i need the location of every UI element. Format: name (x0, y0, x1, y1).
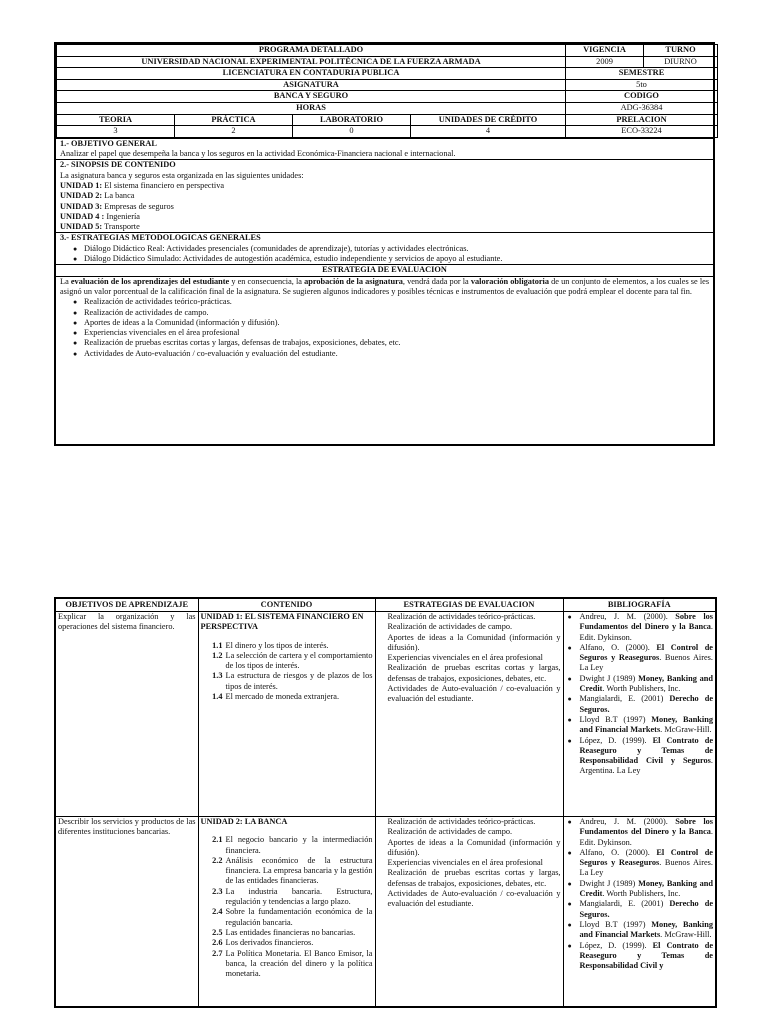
topic-number: 1.2 (212, 650, 223, 660)
list-item: Actividades de Auto-evaluación / co-evaluación y evaluación del estudiante. (387, 889, 561, 909)
synopsis-intro: La asignatura banca y seguros esta organizada en las siguientes unidades: (60, 170, 304, 180)
bold-run: El Contrato de Reaseguro y Temas de Responsabilidad Civil y (579, 940, 714, 971)
list-item: Experiencias vivenciales en el área profesional (387, 858, 543, 868)
list-item: ● Aportes de ideas a la Comunidad (información y difusión). (73, 318, 709, 328)
unit-title: UNIDAD 1: EL SISTEMA FINANCIERO EN PERSPECTIVA (200, 612, 364, 632)
text-run: Mangialardi, E. (2001) (579, 899, 670, 909)
methodology-section (56, 232, 713, 264)
table-header-row (55, 598, 716, 612)
bibliography-item (566, 920, 714, 941)
column-header: ESTRATEGIAS DE EVALUACION (375, 598, 563, 612)
list-item: Realización de actividades de campo. (387, 622, 513, 632)
program-details-box (54, 42, 715, 446)
bibliography-item (566, 674, 714, 695)
unit-label: UNIDAD 4 : (60, 211, 105, 221)
bold-run: El Control de Seguros y Reaseguros (579, 847, 713, 868)
topic-text: La selección de cartera y el comportamiento de los tipos de interés. (225, 650, 373, 671)
text-run: . Edit. Dykinson. (579, 622, 713, 642)
bibliography-item (566, 879, 714, 900)
bibliography-item (566, 736, 714, 777)
text-run: . McGraw-Hill. (660, 930, 712, 940)
topic-text: El negocio bancario y la intermediación financiera. (225, 835, 373, 855)
unit-label: UNIDAD 2: (60, 191, 103, 201)
topic-number: 2.5 (212, 927, 223, 937)
evaluation-title: ESTRATEGIA DE EVALUACION (56, 265, 713, 276)
list-item: ● Actividades de Auto-evaluación / co-evaluación y evaluación del estudiante. (73, 349, 709, 359)
bibliography-cell (563, 817, 716, 1007)
bibliography-item (566, 848, 714, 879)
list-item: Experiencias vivenciales en el área profesional (387, 653, 543, 663)
prelacion-label: PRELACION (566, 114, 718, 126)
horas-label: HORAS (57, 102, 566, 114)
topic-text: Las entidades financieras no bancarias. (225, 927, 356, 937)
evaluation-cell (375, 817, 563, 1007)
text-run: Lloyd B.T (1997) (579, 919, 652, 929)
topic-number: 2.1 (212, 835, 223, 845)
text-run: La (60, 276, 71, 286)
unit-label: UNIDAD 3: (60, 201, 103, 211)
bibliography-list (566, 612, 714, 777)
bold-run: Money, Banking and Financial Markets (579, 919, 713, 940)
bibliography-item (566, 941, 714, 972)
bibliography-cell (563, 612, 716, 817)
bold-run: Money, Banking and Credit (579, 878, 714, 899)
topic-text: El mercado de moneda extranjera. (225, 692, 340, 702)
topic-number: 1.3 (212, 671, 223, 681)
list-item: ● Diálogo Didáctico Real: Actividades presenciales (comunidades de aprendizaje), tutorías y actividades electrónicas. (73, 244, 709, 254)
topic-item (205, 938, 373, 948)
text-run: Mangialardi, E. (2001) (579, 694, 670, 704)
objective-cell: Describir los servicios y productos de las diferentes instituciones bancarias. (55, 817, 198, 1007)
credit-units-label: UNIDADES DE CRÉDITO (411, 114, 566, 126)
turno-label: TURNO (644, 45, 718, 57)
evaluation-cell (375, 612, 563, 817)
unit-text: Transporte (102, 222, 140, 232)
text-run: Alfano, O. (2000). (579, 847, 657, 857)
text-run: y en consecuencia, la (229, 276, 305, 286)
topic-number: 1.1 (212, 640, 223, 650)
bibliography-item (566, 643, 714, 674)
unit-text: La banca (102, 191, 135, 201)
text-run: . Worth Publishers, Inc. (602, 684, 681, 694)
general-objective-text: Analizar el papel que desempeña la banca y los seguros en la actividad Económica-Financiera nacional e internacional. (60, 149, 456, 159)
topic-item (205, 907, 373, 928)
text-run: Andreu, J. M. (2000). (579, 817, 676, 826)
topic-text: Los derivados financieros. (225, 938, 314, 948)
text-run: Dwight J (1989) (579, 673, 639, 683)
semestre-value: 5to (566, 79, 718, 91)
degree-name: LICENCIATURA EN CONTADURIA PUBLICA (57, 68, 566, 80)
laboratorio-label: LABORATORIO (293, 114, 411, 126)
list-item: Aportes de ideas a la Comunidad (información y difusión). (387, 632, 561, 652)
topic-number: 2.3 (212, 886, 223, 896)
university-name: UNIVERSIDAD NACIONAL EXPERIMENTAL POLITÉCNICA DE LA FUERZA ARMADA (57, 56, 566, 68)
bold-run: valoración obligatoria (470, 276, 550, 286)
text-run: Lloyd B.T (1997) (579, 714, 652, 724)
bibliography-list (566, 817, 714, 971)
unit-text: Empresas de seguros (102, 201, 174, 211)
topic-item (205, 856, 373, 887)
learning-objectives-table (54, 597, 717, 1008)
program-header-table (56, 44, 718, 138)
table-row (55, 817, 716, 1007)
synopsis-title: 2.- SINOPSIS DE CONTENIDO (60, 160, 176, 170)
text-run: . Worth Publishers, Inc. (602, 889, 681, 899)
teoria-value: 3 (57, 126, 175, 138)
column-header: BIBLIOGRAFÍA (563, 598, 716, 612)
text-run: . Buenos Aires. La Ley (579, 653, 713, 673)
unit-line (60, 212, 709, 222)
evaluation-section (56, 264, 713, 359)
general-objective-title: 1.- OBJETIVO GENERAL (60, 138, 157, 148)
bold-run: Sobre los Fundamentos del Dinero y la Banca (579, 612, 714, 632)
bold-run: Sobre los Fundamentos del Dinero y la Banca (579, 817, 714, 837)
content-cell (198, 612, 375, 817)
list-item: Aportes de ideas a la Comunidad (información y difusión). (387, 837, 561, 857)
table-row (55, 612, 716, 817)
evaluation-list (60, 297, 709, 359)
bold-run: Derecho de Seguros. (579, 694, 713, 714)
topic-item (205, 671, 373, 692)
bold-run: Money, Banking and Credit (579, 673, 714, 694)
list-item: ● Diálogo Didáctico Simulado: Actividades de autogestión académica, estudio independiente y servicios de apoyo al estudiante. (73, 254, 709, 264)
methodology-list (60, 244, 709, 265)
codigo-value: ADG-36384 (566, 102, 718, 114)
text-run: , vendrá dada por la (402, 276, 471, 286)
unit-text: Ingeniería (104, 211, 140, 221)
practica-label: PRÁCTICA (175, 114, 293, 126)
topic-number: 2.4 (212, 907, 223, 917)
topic-text: Sobre la fundamentación económica de la regulación bancaria. (225, 907, 373, 927)
text-run: Alfano, O. (2000). (579, 642, 657, 652)
synopsis-section (56, 159, 713, 232)
general-objective-section (56, 138, 713, 160)
bibliography-item (566, 612, 714, 643)
unit-line (60, 191, 709, 201)
list-item: Actividades de Auto-evaluación / co-evaluación y evaluación del estudiante. (387, 684, 561, 704)
bold-run: aprobación de la asignatura (304, 276, 403, 286)
practica-value: 2 (175, 126, 293, 138)
unit-line (60, 222, 709, 232)
unit-text: El sistema financiero en perspectiva (102, 180, 225, 190)
list-item: Realización de pruebas escritas cortas y largas, defensas de trabajos, exposiciones, debates, etc. (387, 663, 561, 683)
column-header: CONTENIDO (198, 598, 375, 612)
codigo-label: CODIGO (566, 91, 718, 103)
list-item: Realización de actividades de campo. (387, 827, 513, 837)
bibliography-item (566, 817, 714, 848)
methodology-title: 3.- ESTRATEGIAS METODOLOGICAS GENERALES (60, 233, 261, 243)
topic-item (205, 835, 373, 856)
unit-title: UNIDAD 2: LA BANCA (200, 817, 288, 826)
text-run: de un conjunto de elementos, a los cuales se les asignó un valor porcentual de la calificación final de la asignatura. Se sugieren algunos indicadores y posibles técnicas e instrumentos de evaluación que podrá emplear el docente para tal fin. (60, 276, 710, 296)
bold-run: El Control de Seguros y Reaseguros (579, 642, 713, 663)
asignatura-label: ASIGNATURA (57, 79, 566, 91)
list-item: ● Experiencias vivenciales en el área profesional (73, 328, 709, 338)
topic-item (205, 928, 373, 938)
vigencia-value: 2009 (566, 56, 644, 68)
topic-item (205, 887, 373, 908)
topic-number: 2.6 (212, 938, 223, 948)
topic-number: 2.7 (212, 948, 223, 958)
unit-line (60, 202, 709, 212)
unit-line (60, 181, 709, 191)
list-item: ● Realización de pruebas escritas cortas y largas, defensas de trabajos, exposiciones, debates, etc. (73, 338, 709, 348)
topic-text: La Política Monetaria. El Banco Emisor, la banca, la creación del dinero y la política monetaria. (225, 948, 373, 979)
topic-item (205, 949, 373, 980)
text-run: López, D. (1999). (579, 940, 653, 950)
list-item: Realización de actividades teórico-prácticas. (387, 817, 536, 826)
content-cell (198, 817, 375, 1007)
semestre-label: SEMESTRE (566, 68, 718, 80)
topic-item (205, 641, 373, 651)
bold-run: evaluación de los aprendizajes del estudiante (70, 276, 230, 286)
bold-run: El Contrato de Reaseguro y Temas de Responsabilidad Civil y Seguros (579, 735, 714, 766)
topic-number: 1.4 (212, 692, 223, 702)
turno-value: DIURNO (644, 56, 718, 68)
bibliography-item (566, 715, 714, 736)
unit-label: UNIDAD 5: (60, 222, 103, 232)
program-title: PROGRAMA DETALLADO (57, 45, 566, 57)
topic-text: Análisis económico de la estructura financiera. La empresa bancaria y la gestión de las entidades financieras. (225, 855, 373, 886)
topic-number: 2.2 (212, 855, 223, 865)
list-item: Realización de pruebas escritas cortas y largas, defensas de trabajos, exposiciones, debates, etc. (387, 868, 561, 888)
text-run: . Argentina. La Ley (579, 756, 713, 776)
bold-run: Money, Banking and Financial Markets (579, 714, 713, 735)
credit-units-value: 4 (411, 126, 566, 138)
list-item: ● Realización de actividades de campo. (73, 308, 709, 318)
subject-name: BANCA Y SEGURO (57, 91, 566, 103)
text-run: . Edit. Dykinson. (579, 827, 713, 847)
text-run: . McGraw-Hill. (660, 725, 712, 735)
bibliography-item (566, 694, 714, 715)
topic-text: La industria bancaria. Estructura, regulación y tendencias a largo plazo. (225, 886, 373, 907)
topic-text: La estructura de riesgos y de plazos de los tipos de interés. (225, 671, 373, 691)
list-item: Realización de actividades teórico-prácticas. (387, 612, 536, 621)
topic-text: El dinero y los tipos de interés. (225, 640, 329, 650)
list-item: ● Realización de actividades teórico-prácticas. (73, 297, 709, 307)
text-run: Andreu, J. M. (2000). (579, 612, 676, 621)
teoria-label: TEORIA (57, 114, 175, 126)
laboratorio-value: 0 (293, 126, 411, 138)
evaluation-paragraph (60, 277, 709, 298)
column-header: OBJETIVOS DE APRENDIZAJE (55, 598, 198, 612)
text-run: López, D. (1999). (579, 735, 653, 745)
text-run: Dwight J (1989) (579, 878, 639, 888)
bibliography-item (566, 899, 714, 920)
topic-item (205, 692, 373, 702)
prelacion-value: ECO-33224 (566, 126, 718, 138)
text-run: . Buenos Aires. La Ley (579, 858, 713, 878)
vigencia-label: VIGENCIA (566, 45, 644, 57)
bold-run: Derecho de Seguros. (579, 899, 713, 919)
unit-label: UNIDAD 1: (60, 180, 103, 190)
topic-item (205, 651, 373, 672)
objective-cell: Explicar la organización y las operaciones del sistema financiero. (55, 612, 198, 817)
